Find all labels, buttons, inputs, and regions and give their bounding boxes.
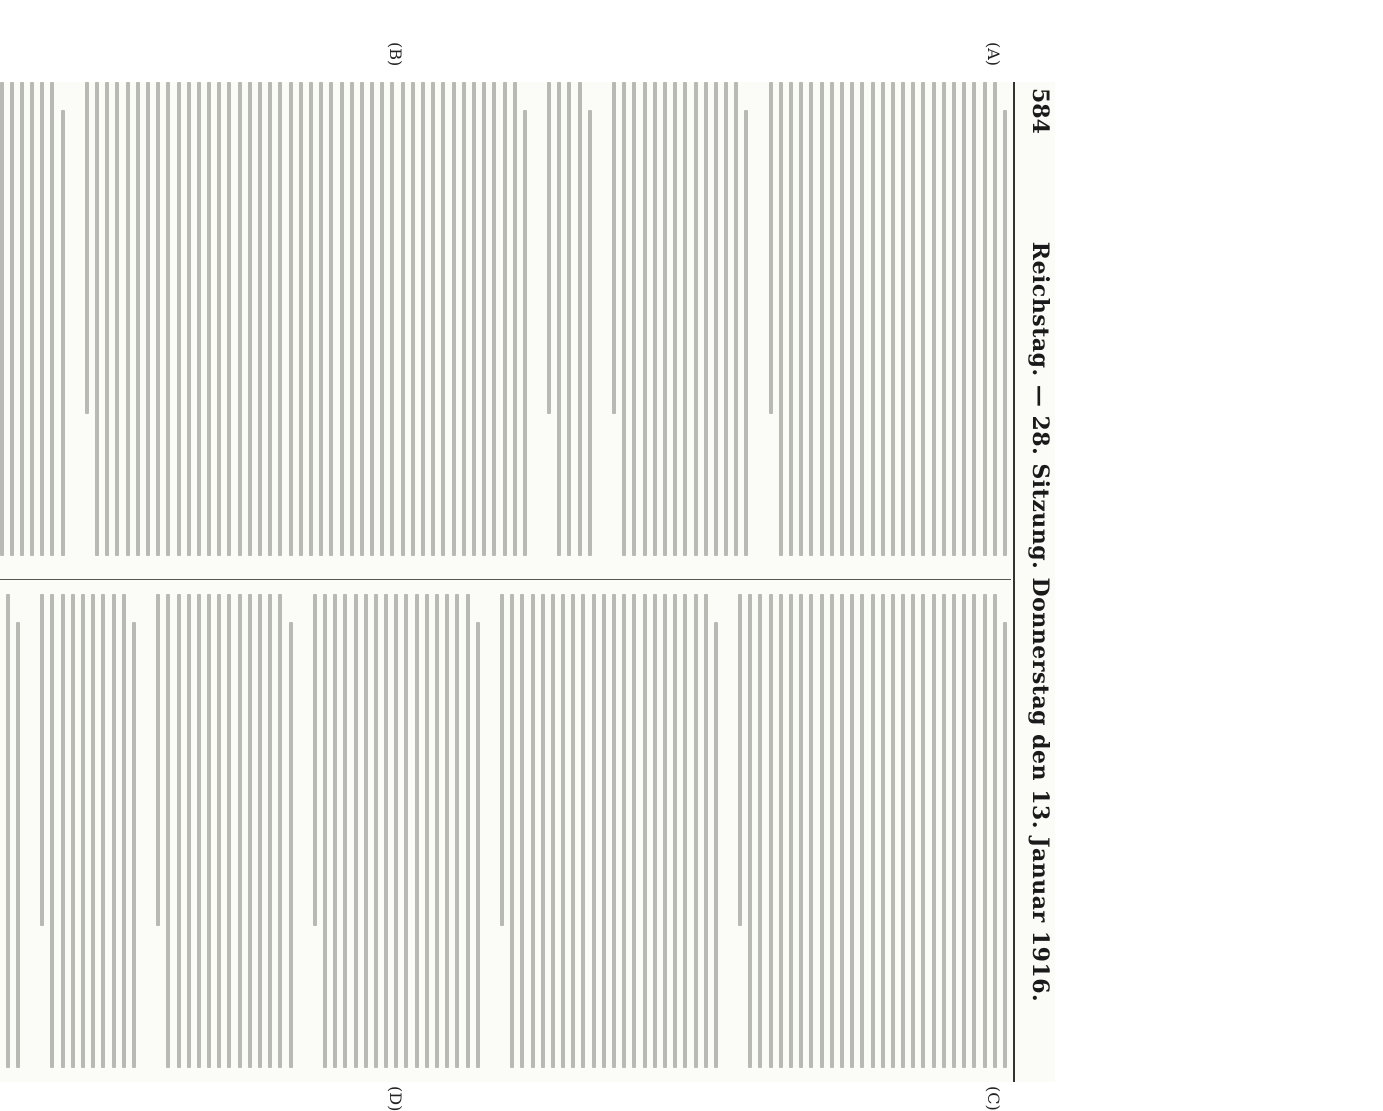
text-line xyxy=(380,82,384,556)
paragraph-gap xyxy=(136,594,150,1068)
text-line xyxy=(466,594,470,1068)
text-line xyxy=(10,82,14,556)
text-line xyxy=(156,594,160,926)
text-line xyxy=(612,82,616,414)
text-line xyxy=(510,594,514,1068)
text-line xyxy=(734,82,738,556)
text-line xyxy=(932,82,936,556)
text-line xyxy=(289,622,293,1068)
text-line xyxy=(759,594,763,1068)
scanned-page-rotated xyxy=(0,42,1055,1111)
text-line xyxy=(391,82,395,556)
text-line xyxy=(653,82,657,556)
text-line xyxy=(313,594,317,926)
text-line xyxy=(860,82,864,556)
text-line xyxy=(561,594,565,1068)
text-line xyxy=(881,82,885,556)
text-line xyxy=(993,82,997,556)
text-line xyxy=(513,82,517,556)
text-line xyxy=(299,82,303,556)
column-divider xyxy=(0,579,1011,580)
text-line xyxy=(197,594,201,1068)
text-line xyxy=(1003,110,1007,556)
text-line xyxy=(445,594,449,1068)
margin-mark-b: (B) xyxy=(386,42,405,67)
text-line xyxy=(278,594,282,1068)
text-line xyxy=(830,82,834,556)
text-line xyxy=(85,82,89,414)
text-line xyxy=(482,82,486,556)
text-line xyxy=(81,594,85,1068)
text-line xyxy=(962,594,966,1068)
text-line xyxy=(340,82,344,556)
text-line xyxy=(799,594,803,1068)
text-line xyxy=(673,594,677,1068)
text-line xyxy=(952,594,956,1068)
text-line xyxy=(779,594,783,1068)
header-rule xyxy=(1013,82,1015,1082)
scanned-page xyxy=(0,42,1055,1111)
text-line xyxy=(268,594,272,1068)
text-line xyxy=(51,594,55,1068)
paragraph-gap xyxy=(718,594,732,1068)
text-line xyxy=(779,82,783,556)
paragraph-gap xyxy=(527,82,541,556)
text-line xyxy=(472,82,476,556)
text-line xyxy=(333,594,337,1068)
text-line xyxy=(476,622,480,1068)
text-line xyxy=(452,82,456,556)
text-line xyxy=(492,82,496,556)
running-header xyxy=(1023,82,1053,1082)
text-line xyxy=(187,594,191,1068)
text-line xyxy=(748,594,752,1068)
text-line xyxy=(374,594,378,1068)
text-line xyxy=(132,622,136,1068)
text-line xyxy=(799,82,803,556)
text-line xyxy=(16,622,20,1068)
text-line xyxy=(592,594,596,1068)
text-line xyxy=(694,82,698,556)
text-line xyxy=(95,82,99,556)
text-line xyxy=(891,594,895,1068)
text-line xyxy=(830,594,834,1068)
text-line xyxy=(462,82,466,556)
text-line xyxy=(911,82,915,556)
text-line xyxy=(394,594,398,1068)
text-line xyxy=(932,594,936,1068)
text-line xyxy=(663,594,667,1068)
right-text-column xyxy=(0,594,1007,1068)
text-line xyxy=(632,82,636,556)
text-line xyxy=(588,110,592,556)
text-line xyxy=(568,82,572,556)
text-line xyxy=(704,82,708,556)
text-line xyxy=(401,82,405,556)
text-line xyxy=(714,82,718,556)
text-line xyxy=(724,82,728,556)
text-line xyxy=(840,82,844,556)
paragraph-gap xyxy=(480,594,494,1068)
text-line xyxy=(972,82,976,556)
text-line xyxy=(329,82,333,556)
text-line xyxy=(612,594,616,1068)
text-line xyxy=(258,82,262,556)
text-line xyxy=(91,594,95,1068)
text-line xyxy=(871,82,875,556)
text-line xyxy=(166,594,170,1068)
text-line xyxy=(643,594,647,1068)
text-line xyxy=(901,82,905,556)
margin-mark-d: (D) xyxy=(386,1086,405,1111)
text-line xyxy=(101,594,105,1068)
text-line xyxy=(942,82,946,556)
text-line xyxy=(643,82,647,556)
text-line xyxy=(972,594,976,1068)
text-line xyxy=(653,594,657,1068)
text-line xyxy=(582,594,586,1068)
margin-mark-a: (A) xyxy=(984,42,1003,67)
paragraph-gap xyxy=(293,594,307,1068)
text-line xyxy=(6,594,10,1068)
text-line xyxy=(207,594,211,1068)
text-line xyxy=(704,594,708,1068)
text-line xyxy=(809,82,813,556)
text-line xyxy=(228,594,232,1068)
text-line xyxy=(61,594,65,1068)
text-line xyxy=(622,594,626,1068)
margin-mark-c: (C) xyxy=(984,1086,1003,1111)
text-line xyxy=(61,110,65,556)
text-line xyxy=(268,82,272,556)
text-line xyxy=(411,82,415,556)
text-line xyxy=(551,594,555,1068)
left-text-column xyxy=(0,82,1007,556)
text-line xyxy=(455,594,459,1068)
text-line xyxy=(354,594,358,1068)
text-line xyxy=(319,82,323,556)
text-line xyxy=(871,594,875,1068)
text-line xyxy=(360,82,364,556)
text-line xyxy=(187,82,191,556)
text-line xyxy=(769,594,773,1068)
text-line xyxy=(278,82,282,556)
text-line xyxy=(197,82,201,556)
text-line xyxy=(238,594,242,1068)
text-line xyxy=(71,594,75,1068)
text-line xyxy=(673,82,677,556)
text-line xyxy=(217,594,221,1068)
text-line xyxy=(343,594,347,1068)
text-line xyxy=(112,594,116,1068)
text-line xyxy=(364,594,368,1068)
text-line xyxy=(323,594,327,1068)
text-line xyxy=(881,594,885,1068)
text-line xyxy=(441,82,445,556)
text-line xyxy=(51,82,55,556)
text-line xyxy=(850,82,854,556)
text-line xyxy=(922,594,926,1068)
text-line xyxy=(20,82,24,556)
text-line xyxy=(115,82,119,556)
text-line xyxy=(922,82,926,556)
text-line xyxy=(738,594,742,926)
text-line xyxy=(683,594,687,1068)
text-line xyxy=(911,594,915,1068)
text-line xyxy=(602,594,606,1068)
text-line xyxy=(850,594,854,1068)
text-line xyxy=(122,594,126,1068)
text-line xyxy=(523,110,527,556)
text-line xyxy=(309,82,313,556)
text-line xyxy=(663,82,667,556)
text-line xyxy=(500,594,504,926)
text-line xyxy=(40,594,44,926)
text-line xyxy=(166,82,170,556)
text-line xyxy=(820,82,824,556)
text-line xyxy=(156,82,160,556)
text-line xyxy=(769,82,773,414)
text-line xyxy=(789,82,793,556)
text-line xyxy=(557,82,561,556)
text-line xyxy=(983,82,987,556)
text-line xyxy=(435,594,439,1068)
text-line xyxy=(136,82,140,556)
text-line xyxy=(30,82,34,556)
text-line xyxy=(207,82,211,556)
text-line xyxy=(820,594,824,1068)
text-line xyxy=(962,82,966,556)
text-line xyxy=(421,82,425,556)
text-line xyxy=(632,594,636,1068)
text-line xyxy=(350,82,354,556)
paragraph-gap xyxy=(65,82,79,556)
text-line xyxy=(238,82,242,556)
text-line xyxy=(425,594,429,1068)
text-line xyxy=(415,594,419,1068)
text-line xyxy=(683,82,687,556)
text-line xyxy=(983,594,987,1068)
text-line xyxy=(228,82,232,556)
text-line xyxy=(541,594,545,1068)
running-header-title: Reichstag. — 28. Sitzung. Donnerstag den 13. Januar 1916. xyxy=(1027,241,1053,1003)
text-line xyxy=(384,594,388,1068)
paragraph-gap xyxy=(749,82,763,556)
text-line xyxy=(370,82,374,556)
text-line xyxy=(0,82,4,556)
text-line xyxy=(405,594,409,1068)
text-line xyxy=(177,594,181,1068)
text-line xyxy=(503,82,507,556)
text-line xyxy=(578,82,582,556)
text-line xyxy=(289,82,293,556)
text-line xyxy=(860,594,864,1068)
text-line xyxy=(1003,622,1007,1068)
text-line xyxy=(891,82,895,556)
text-line xyxy=(942,594,946,1068)
text-line xyxy=(431,82,435,556)
text-line xyxy=(40,82,44,556)
text-line xyxy=(694,594,698,1068)
text-line xyxy=(105,82,109,556)
text-line xyxy=(993,594,997,1068)
text-line xyxy=(745,110,749,556)
text-line xyxy=(177,82,181,556)
text-line xyxy=(547,82,551,414)
text-line xyxy=(809,594,813,1068)
text-line xyxy=(248,594,252,1068)
text-line xyxy=(571,594,575,1068)
text-line xyxy=(248,82,252,556)
text-line xyxy=(217,82,221,556)
text-line xyxy=(146,82,150,556)
text-line xyxy=(840,594,844,1068)
text-line xyxy=(126,82,130,556)
text-line xyxy=(531,594,535,1068)
text-line xyxy=(622,82,626,556)
text-line xyxy=(714,622,718,1068)
text-line xyxy=(789,594,793,1068)
text-line xyxy=(901,594,905,1068)
text-line xyxy=(258,594,262,1068)
text-line xyxy=(952,82,956,556)
text-line xyxy=(520,594,524,1068)
paragraph-gap xyxy=(20,594,34,1068)
paragraph-gap xyxy=(592,82,606,556)
page-number: 584 xyxy=(1027,88,1053,134)
